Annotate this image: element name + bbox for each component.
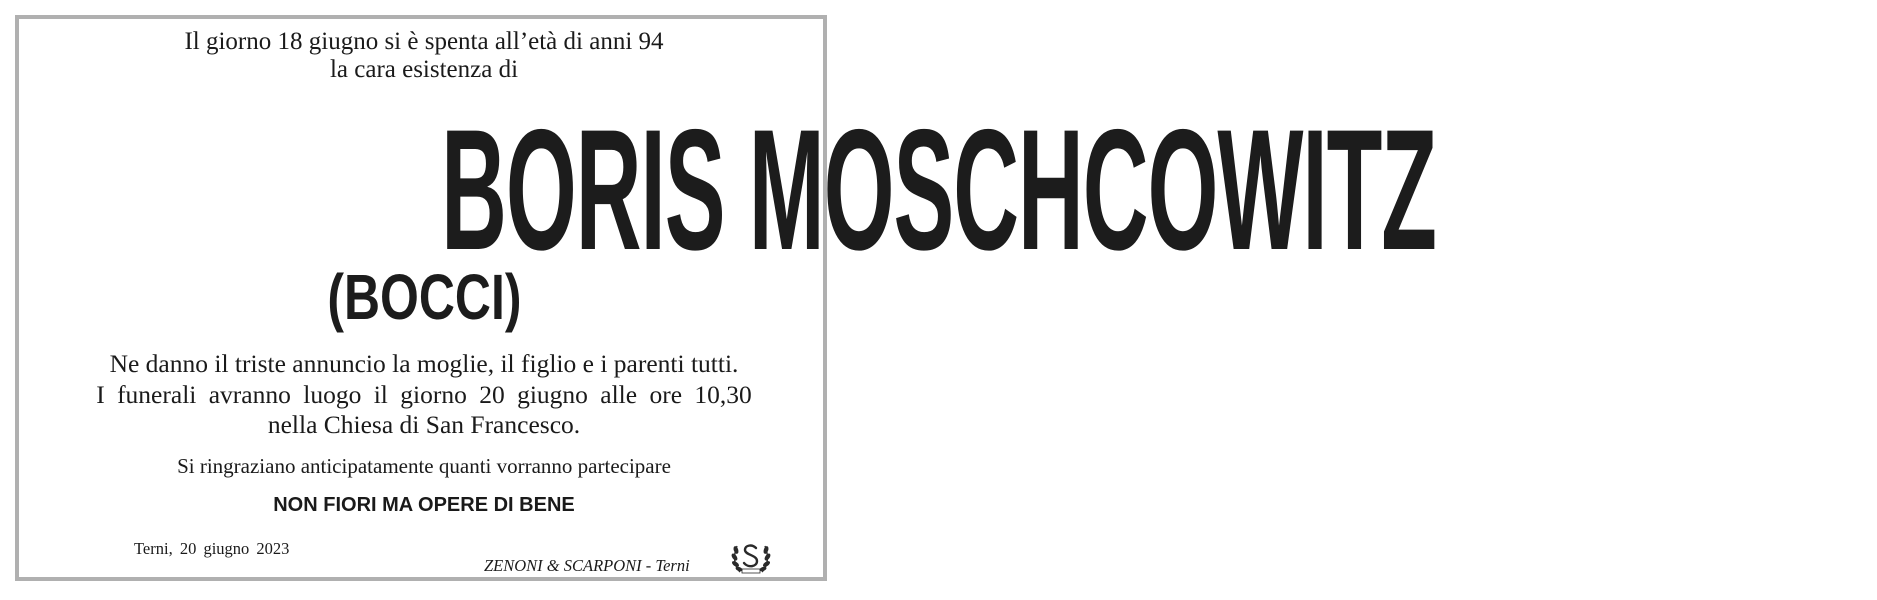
deceased-nickname (0, 261, 848, 333)
funeral-agency-logo-icon (728, 536, 774, 578)
funeral-details-line: I funerali avranno luogo il giorno 20 giugno alle ore 10,30 (96, 380, 752, 409)
announcement-line-1: Ne danno il triste annuncio la moglie, il figlio e i parenti tutti. (109, 349, 739, 378)
intro-line-1: Il giorno 18 giugno si è spenta all’età di anni 94 (184, 28, 664, 55)
flowers-note: NON FIORI MA OPERE DI BENE (273, 494, 575, 516)
funeral-agency-name: ZENONI & SCARPONI - Terni (484, 556, 690, 575)
deceased-nickname-text: (BOCCI) (326, 261, 522, 333)
funeral-location-line: nella Chiesa di San Francesco. (267, 410, 581, 439)
intro-line-2: la cara esistenza di (329, 56, 519, 83)
deceased-name (0, 94, 1436, 286)
thanks-line: Si ringraziano anticipatamente quanti vorranno partecipare (177, 454, 671, 478)
notice-date: Terni, 20 giugno 2023 (134, 539, 290, 558)
deceased-name-text: BORIS MOSCHCOWITZ (441, 94, 1436, 286)
